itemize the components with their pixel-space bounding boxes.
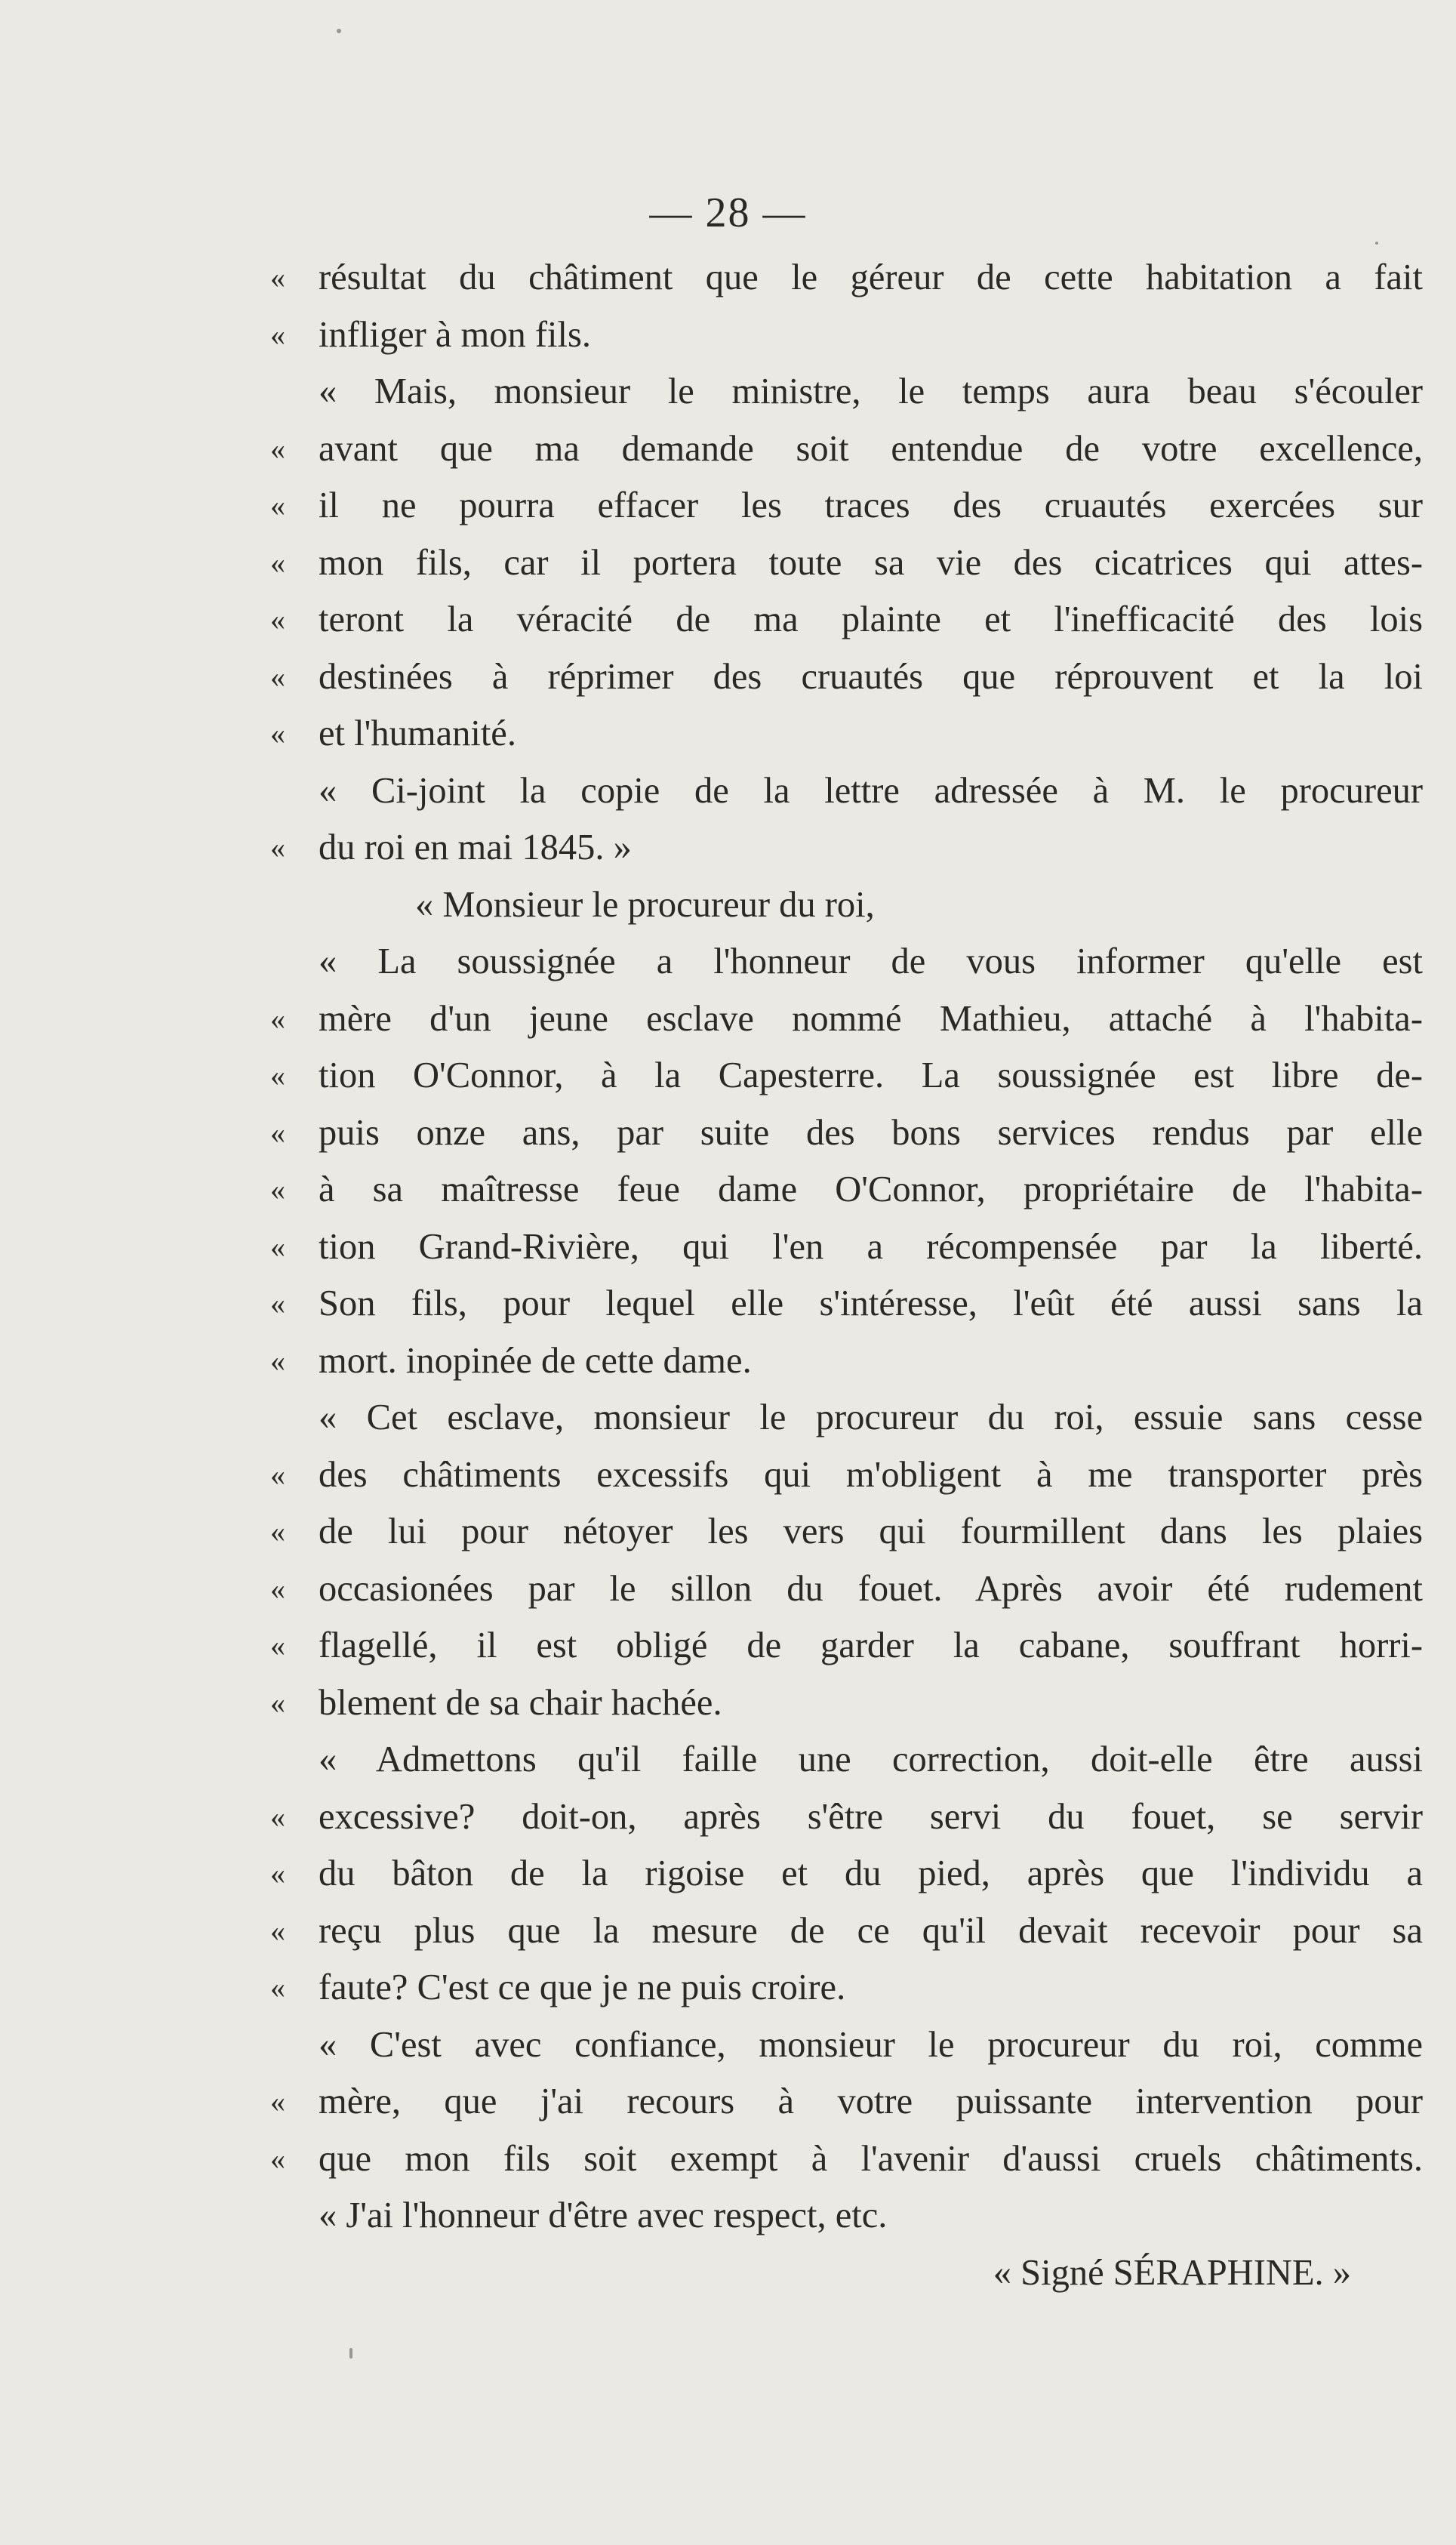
line-text: tion O'Connor, à la Capesterre. La soussignée est libre de- — [319, 1055, 1423, 1095]
quote-mark: « — [270, 1514, 285, 1548]
line-text: du bâton de la rigoise et du pied, après que l'individu a — [319, 1853, 1423, 1893]
quote-mark: « — [270, 1799, 285, 1834]
line-text: teront la véracité de ma plainte et l'inefficacité des lois — [319, 599, 1423, 639]
text-line — [272, 421, 1423, 478]
quote-mark: « — [270, 659, 285, 694]
quote-mark: « — [270, 317, 285, 352]
line-text: « Monsieur le procureur du roi, — [415, 884, 875, 925]
line-text: que mon fils soit exempt à l'avenir d'aussi cruels châtiments. — [319, 2138, 1423, 2179]
line-text: mère d'un jeune esclave nommé Mathieu, attaché à l'habita- — [319, 998, 1423, 1039]
line-text: « C'est avec confiance, monsieur le procureur du roi, comme — [319, 2024, 1423, 2065]
text-line — [272, 1333, 1423, 1390]
text-line — [272, 991, 1423, 1048]
line-text: destinées à réprimer des cruautés que réprouvent et la loi — [319, 656, 1423, 697]
text-line — [272, 2073, 1423, 2131]
text-line — [272, 1219, 1423, 1276]
quote-mark: « — [270, 830, 285, 864]
page-text — [272, 249, 1423, 2301]
text-line — [272, 477, 1423, 535]
text-line — [272, 1789, 1423, 1846]
text-line — [272, 1903, 1423, 1960]
line-text: excessive? doit-on, après s'être servi du fouet, se servir — [319, 1796, 1423, 1837]
quote-mark: « — [270, 488, 285, 522]
line-text: avant que ma demande soit entendue de votre excellence, — [319, 428, 1423, 469]
line-text: Son fils, pour lequel elle s'intéresse, l'eût été aussi sans la — [319, 1283, 1423, 1323]
text-line — [272, 1047, 1423, 1105]
text-line — [272, 763, 1423, 820]
quote-mark: « — [270, 1970, 285, 2004]
line-text: flagellé, il est obligé de garder la cabane, souffrant horri- — [319, 1625, 1423, 1665]
text-line — [272, 1617, 1423, 1675]
quote-mark: « — [270, 1115, 285, 1150]
text-line — [272, 2187, 1423, 2245]
scan-speck — [337, 29, 341, 33]
quote-mark: « — [270, 1286, 285, 1320]
quote-mark: « — [270, 716, 285, 750]
line-text: reçu plus que la mesure de ce qu'il devait recevoir pour sa — [319, 1910, 1423, 1951]
line-text: occasionées par le sillon du fouet. Après avoir été rudement — [319, 1568, 1423, 1609]
text-line — [272, 1561, 1423, 1618]
text-line — [272, 1447, 1423, 1504]
page-number: — 28 — — [649, 189, 807, 236]
quote-mark: « — [270, 431, 285, 466]
line-text: « Mais, monsieur le ministre, le temps aura beau s'écouler — [319, 371, 1423, 411]
text-line — [272, 1105, 1423, 1162]
text-line — [272, 249, 1423, 307]
quote-mark: « — [270, 602, 285, 636]
line-text: mon fils, car il portera toute sa vie des cicatrices qui attes- — [319, 542, 1423, 583]
text-line — [272, 2131, 1423, 2188]
line-text: mort. inopinée de cette dame. — [319, 1340, 752, 1381]
text-line — [272, 1845, 1423, 1903]
scan-speck — [1375, 242, 1378, 245]
line-text: infliger à mon fils. — [319, 314, 591, 355]
text-line — [272, 591, 1423, 649]
line-text: mère, que j'ai recours à votre puissante intervention pour — [319, 2081, 1423, 2121]
line-text: à sa maîtresse feue dame O'Connor, propriétaire de l'habita- — [319, 1169, 1423, 1209]
quote-mark: « — [270, 1058, 285, 1092]
quote-mark: « — [270, 2141, 285, 2176]
text-line — [272, 535, 1423, 592]
line-text: résultat du châtiment que le géreur de cette habitation a fait — [319, 257, 1423, 297]
line-text: faute? C'est ce que je ne puis croire. — [319, 1967, 846, 2007]
scan-speck — [349, 2348, 352, 2359]
text-line — [272, 819, 1423, 877]
line-text: tion Grand-Rivière, qui l'en a récompensée par la liberté. — [319, 1226, 1423, 1267]
quote-mark: « — [270, 545, 285, 580]
quote-mark: « — [270, 1001, 285, 1036]
line-text: « La soussignée a l'honneur de vous informer qu'elle est — [319, 941, 1423, 981]
text-line — [272, 2245, 1423, 2302]
line-text: « Signé SÉRAPHINE. » — [993, 2252, 1351, 2293]
quote-mark: « — [270, 2084, 285, 2118]
text-line — [272, 1275, 1423, 1333]
line-text: « Cet esclave, monsieur le procureur du roi, essuie sans cesse — [319, 1397, 1423, 1437]
line-text: blement de sa chair hachée. — [319, 1682, 722, 1723]
line-text: « J'ai l'honneur d'être avec respect, etc. — [319, 2195, 888, 2235]
text-line — [272, 877, 1423, 934]
line-text: puis onze ans, par suite des bons services rendus par elle — [319, 1112, 1423, 1153]
text-line — [272, 2017, 1423, 2074]
line-text: il ne pourra effacer les traces des cruautés exercées sur — [319, 485, 1423, 525]
quote-mark: « — [270, 1685, 285, 1720]
text-line — [272, 307, 1423, 364]
line-text: « Admettons qu'il faille une correction, doit-elle être aussi — [319, 1739, 1423, 1779]
quote-mark: « — [270, 1571, 285, 1606]
text-line — [272, 705, 1423, 763]
text-line — [272, 363, 1423, 421]
quote-mark: « — [270, 260, 285, 294]
text-line — [272, 1731, 1423, 1789]
line-text: du roi en mai 1845. » — [319, 827, 632, 867]
line-text: des châtiments excessifs qui m'obligent à me transporter près — [319, 1454, 1423, 1495]
text-line — [272, 1389, 1423, 1447]
quote-mark: « — [270, 1229, 285, 1264]
line-text: « Ci-joint la copie de la lettre adressée à M. le procureur — [319, 770, 1423, 811]
quote-mark: « — [270, 1457, 285, 1492]
text-line — [272, 649, 1423, 706]
quote-mark: « — [270, 1913, 285, 1948]
text-line — [272, 1503, 1423, 1561]
quote-mark: « — [270, 1172, 285, 1206]
text-line — [272, 1161, 1423, 1219]
line-text: et l'humanité. — [319, 713, 516, 753]
line-text: de lui pour nétoyer les vers qui fourmillent dans les plaies — [319, 1511, 1423, 1551]
text-line — [272, 933, 1423, 991]
quote-mark: « — [270, 1856, 285, 1890]
text-line — [272, 1675, 1423, 1732]
quote-mark: « — [270, 1343, 285, 1378]
text-line — [272, 1959, 1423, 2017]
quote-mark: « — [270, 1628, 285, 1662]
